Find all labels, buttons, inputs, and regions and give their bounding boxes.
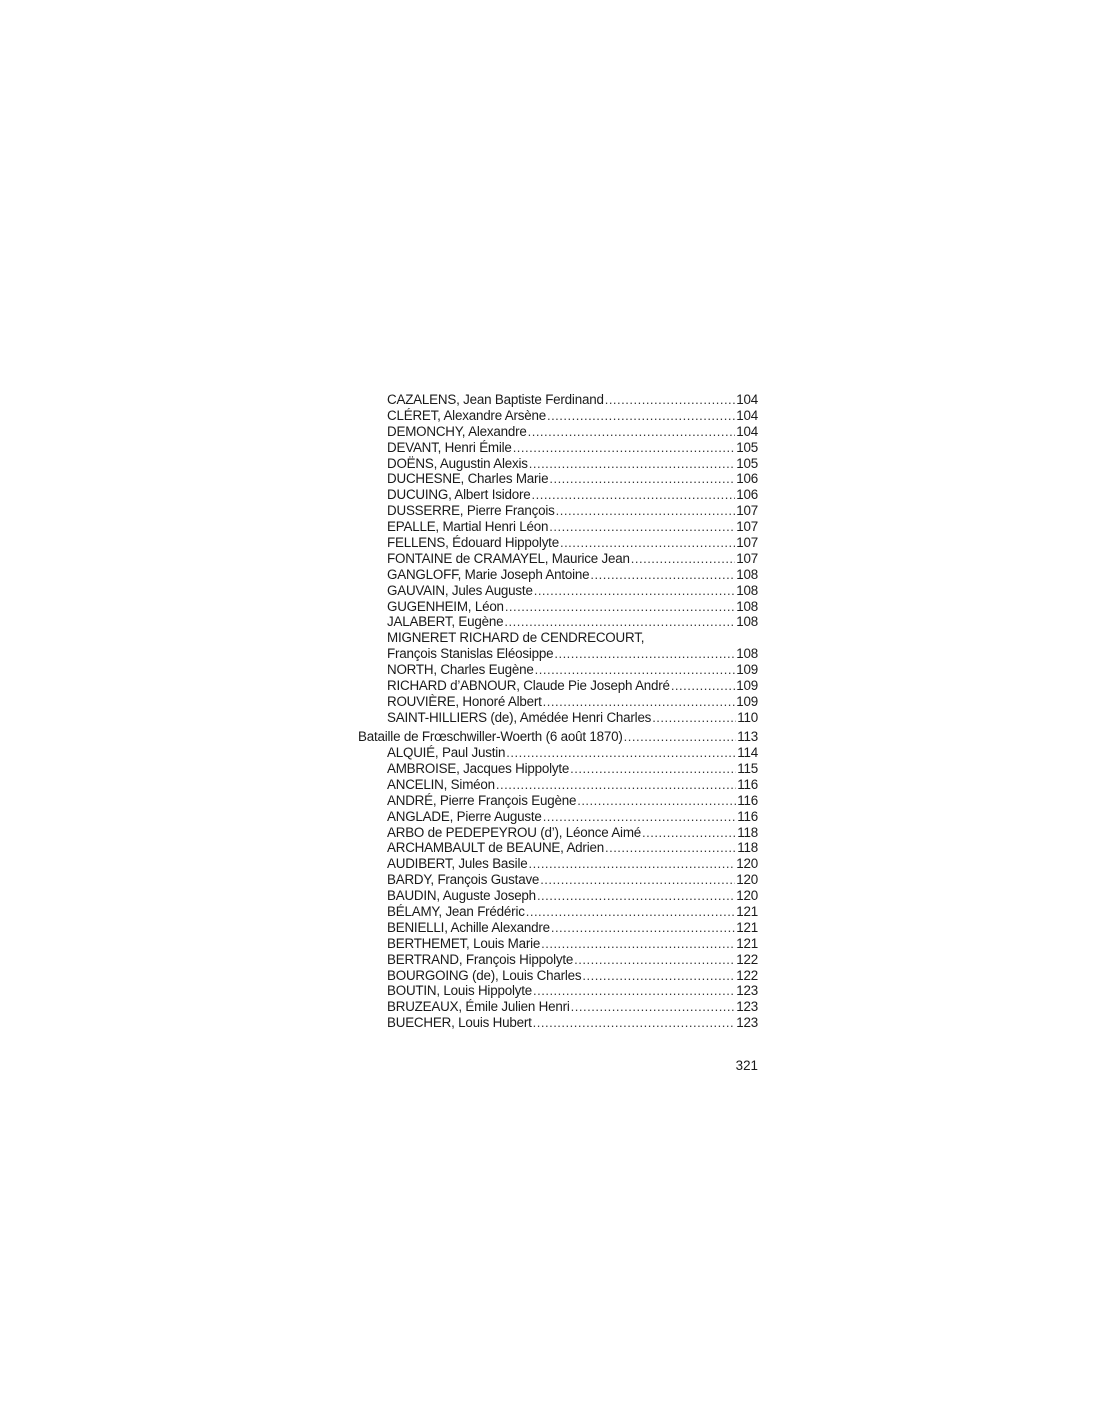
toc-entry-page: 108: [736, 646, 758, 662]
toc-entry-label: ARCHAMBAULT de BEAUNE, Adrien: [387, 840, 604, 856]
toc-entry-label: BERTHEMET, Louis Marie: [387, 935, 541, 951]
toc-entry-page: 116: [737, 808, 758, 824]
dot-leader: [574, 952, 735, 968]
dot-leader: [554, 646, 735, 662]
toc-entry-page: 105: [736, 455, 758, 471]
toc-entry-label: ALQUIÉ, Paul Justin: [387, 745, 506, 761]
toc-entry-page: 116: [737, 792, 758, 808]
toc-entry: [387, 745, 758, 761]
toc-entry-page: 107: [736, 550, 758, 566]
dot-leader: [506, 745, 736, 761]
toc-entry: [387, 614, 758, 630]
toc-entry: [387, 809, 758, 825]
toc-entry: [387, 840, 758, 856]
toc-entry-label: BRUZEAUX, Émile Julien Henri: [387, 999, 570, 1015]
toc-entry-page: 108: [736, 598, 758, 614]
toc-entry: [387, 694, 758, 710]
toc-entry: [387, 456, 758, 472]
dot-leader: [531, 487, 735, 503]
toc-entry-page: 122: [736, 951, 758, 967]
dot-leader: [582, 968, 735, 984]
toc-entry-page: 123: [736, 1015, 758, 1031]
toc-entry-label: DEMONCHY, Alexandre: [387, 423, 527, 439]
dot-leader: [505, 599, 735, 615]
toc-entry-page: 106: [736, 471, 758, 487]
toc-entry-label: BOURGOING (de), Louis Charles: [387, 967, 582, 983]
dot-leader: [605, 392, 736, 408]
dot-leader: [537, 888, 735, 904]
toc-entry: [387, 567, 758, 583]
dot-leader: [528, 856, 735, 872]
toc-entry-label: MIGNERET RICHARD de CENDRECOURT,: [387, 630, 645, 646]
toc-entry: [387, 503, 758, 519]
toc-entry-page: 121: [736, 919, 758, 935]
toc-entry-page: 118: [737, 824, 758, 840]
toc-entry: [387, 761, 758, 777]
toc-entry-label: BARDY, François Gustave: [387, 872, 540, 888]
dot-leader: [496, 777, 736, 793]
dot-leader: [642, 825, 736, 841]
toc-entry: [387, 936, 758, 952]
dot-leader: [624, 729, 737, 745]
dot-leader: [560, 535, 735, 551]
dot-leader: [529, 456, 736, 472]
dot-leader: [533, 1015, 736, 1031]
toc-entry-page: 109: [736, 678, 758, 694]
dot-leader: [504, 614, 735, 630]
page-number: 321: [735, 1058, 758, 1073]
toc-entry-page: 109: [736, 693, 758, 709]
dot-leader: [631, 551, 736, 567]
toc-entry: [387, 599, 758, 615]
toc-entry-label: ANGLADE, Pierre Auguste: [387, 808, 542, 824]
toc-entry-page: 118: [737, 840, 758, 856]
toc-entry: [387, 535, 758, 551]
toc-entry-page: 123: [736, 983, 758, 999]
toc-entry-page: 121: [736, 904, 758, 919]
toc-entry: [387, 392, 758, 408]
dot-leader: [541, 936, 735, 952]
toc-entry-page: 121: [736, 935, 758, 951]
toc-entry: [387, 519, 758, 535]
toc-entry-label: NORTH, Charles Eugène: [387, 662, 534, 678]
dot-leader: [547, 408, 735, 424]
toc-entry: [387, 793, 758, 809]
toc-entry-label: ROUVIÈRE, Honoré Albert: [387, 693, 542, 709]
dot-leader: [526, 904, 736, 920]
toc-entry-page: 113: [737, 729, 758, 745]
toc-entry-label: AMBROISE, Jacques Hippolyte: [387, 760, 570, 776]
toc-entry-page: 107: [736, 535, 758, 551]
toc-entry-label: FELLENS, Édouard Hippolyte: [387, 535, 559, 551]
toc-entry-page: 105: [736, 439, 758, 455]
toc-entry-page: 109: [736, 662, 758, 678]
dot-leader: [590, 567, 735, 583]
toc-entry: [387, 646, 758, 662]
dot-leader: [549, 519, 735, 535]
toc-entry: [387, 551, 758, 567]
dot-leader: [671, 678, 735, 694]
dot-leader: [571, 999, 736, 1015]
toc-entry-label: BAUDIN, Auguste Joseph: [387, 888, 536, 904]
toc-entry: [387, 904, 758, 920]
toc-entry: [387, 777, 758, 793]
toc-entry: [387, 983, 758, 999]
toc-entry-label: AUDIBERT, Jules Basile: [387, 856, 528, 872]
toc-entry: [387, 583, 758, 599]
toc-entry: [387, 408, 758, 424]
dot-leader: [570, 761, 736, 777]
toc-entry-label: BENIELLI, Achille Alexandre: [387, 919, 550, 935]
toc-entry-page: 115: [737, 760, 758, 776]
toc-entry-label: François Stanislas Eléosippe: [387, 646, 554, 662]
dot-leader: [549, 471, 735, 487]
dot-leader: [533, 983, 735, 999]
dot-leader: [605, 840, 736, 856]
dot-leader: [577, 793, 736, 809]
toc-entry-label: EPALLE, Martial Henri Léon: [387, 519, 549, 535]
toc-entry: [387, 872, 758, 888]
toc-entry-label: SAINT-HILLIERS (de), Amédée Henri Charles: [387, 709, 652, 725]
dot-leader: [652, 710, 736, 726]
toc-entry-label: GUGENHEIM, Léon: [387, 598, 504, 614]
toc-entry-label: CLÉRET, Alexandre Arsène: [387, 407, 546, 423]
dot-leader: [551, 920, 735, 936]
dot-leader: [535, 662, 736, 678]
toc-entry-page: 120: [736, 872, 758, 888]
toc-entry-label: BOUTIN, Louis Hippolyte: [387, 983, 532, 999]
toc-entry-label: ARBO de PEDEPEYROU (d’), Léonce Aimé: [387, 824, 642, 840]
toc-entry-page: 107: [736, 503, 758, 519]
toc-entry-label: DUCUING, Albert Isidore: [387, 487, 531, 503]
toc-entry-page: 108: [736, 566, 758, 582]
toc-entry: [387, 440, 758, 456]
toc-entry: [387, 487, 758, 503]
toc-entry-label: GAUVAIN, Jules Auguste: [387, 582, 533, 598]
toc-entry-label: CAZALENS, Jean Baptiste Ferdinand: [387, 392, 604, 407]
dot-leader: [556, 503, 736, 519]
toc-entry-label: RICHARD d’ABNOUR, Claude Pie Joseph André: [387, 678, 670, 694]
toc-entry-page: 106: [736, 487, 758, 503]
dot-leader: [543, 809, 737, 825]
toc-entry-page: 104: [736, 407, 758, 423]
toc-entry: [387, 856, 758, 872]
toc-entry-page: 120: [736, 888, 758, 904]
toc-entry-label: JALABERT, Eugène: [387, 614, 504, 630]
toc-entry: [387, 471, 758, 487]
toc-entry: [387, 920, 758, 936]
toc-entry: [387, 630, 758, 646]
dot-leader: [513, 440, 736, 456]
toc-entry-page: 108: [736, 614, 758, 630]
toc-entry: [387, 968, 758, 984]
toc-entry-page: 120: [736, 856, 758, 872]
toc-entry: [387, 888, 758, 904]
toc-entry-page: 110: [737, 709, 758, 725]
toc-entry: [387, 424, 758, 440]
dot-leader: [528, 424, 736, 440]
toc-entry: [387, 825, 758, 841]
toc-entry-label: ANDRÉ, Pierre François Eugène: [387, 792, 577, 808]
toc-entry-page: 107: [736, 519, 758, 535]
table-of-contents: [358, 392, 758, 1031]
toc-entry-label: Bataille de Frœschwiller-Woerth (6 août 1870): [358, 729, 623, 745]
toc-section-entry: [358, 729, 758, 745]
toc-entry: [387, 662, 758, 678]
toc-entry-label: GANGLOFF, Marie Joseph Antoine: [387, 566, 590, 582]
toc-entry-page: 108: [736, 582, 758, 598]
toc-entry-page: 104: [736, 392, 758, 407]
toc-entry-page: 123: [736, 999, 758, 1015]
dot-leader: [534, 583, 736, 599]
toc-entry-label: BUECHER, Louis Hubert: [387, 1015, 532, 1031]
toc-entry-label: DUSSERRE, Pierre François: [387, 503, 555, 519]
toc-entry-label: DUCHESNE, Charles Marie: [387, 471, 549, 487]
toc-entry-page: 114: [737, 745, 758, 761]
toc-entry-label: BERTRAND, François Hippolyte: [387, 951, 574, 967]
dot-leader: [540, 872, 735, 888]
toc-entry-label: DOËNS, Augustin Alexis: [387, 455, 528, 471]
toc-entry: [387, 999, 758, 1015]
toc-entry-label: FONTAINE de CRAMAYEL, Maurice Jean: [387, 550, 630, 566]
toc-entry: [387, 952, 758, 968]
dot-leader: [543, 694, 736, 710]
toc-entry-page: 104: [736, 423, 758, 439]
toc-entry-page: 116: [737, 776, 758, 792]
toc-entry-label: BÉLAMY, Jean Frédéric: [387, 904, 525, 919]
toc-entry: [387, 1015, 758, 1031]
toc-entry-label: ANCELIN, Siméon: [387, 776, 495, 792]
toc-entry: [387, 678, 758, 694]
toc-entry-label: DEVANT, Henri Émile: [387, 439, 512, 455]
toc-entry-page: 122: [736, 967, 758, 983]
toc-entry: [387, 710, 758, 726]
